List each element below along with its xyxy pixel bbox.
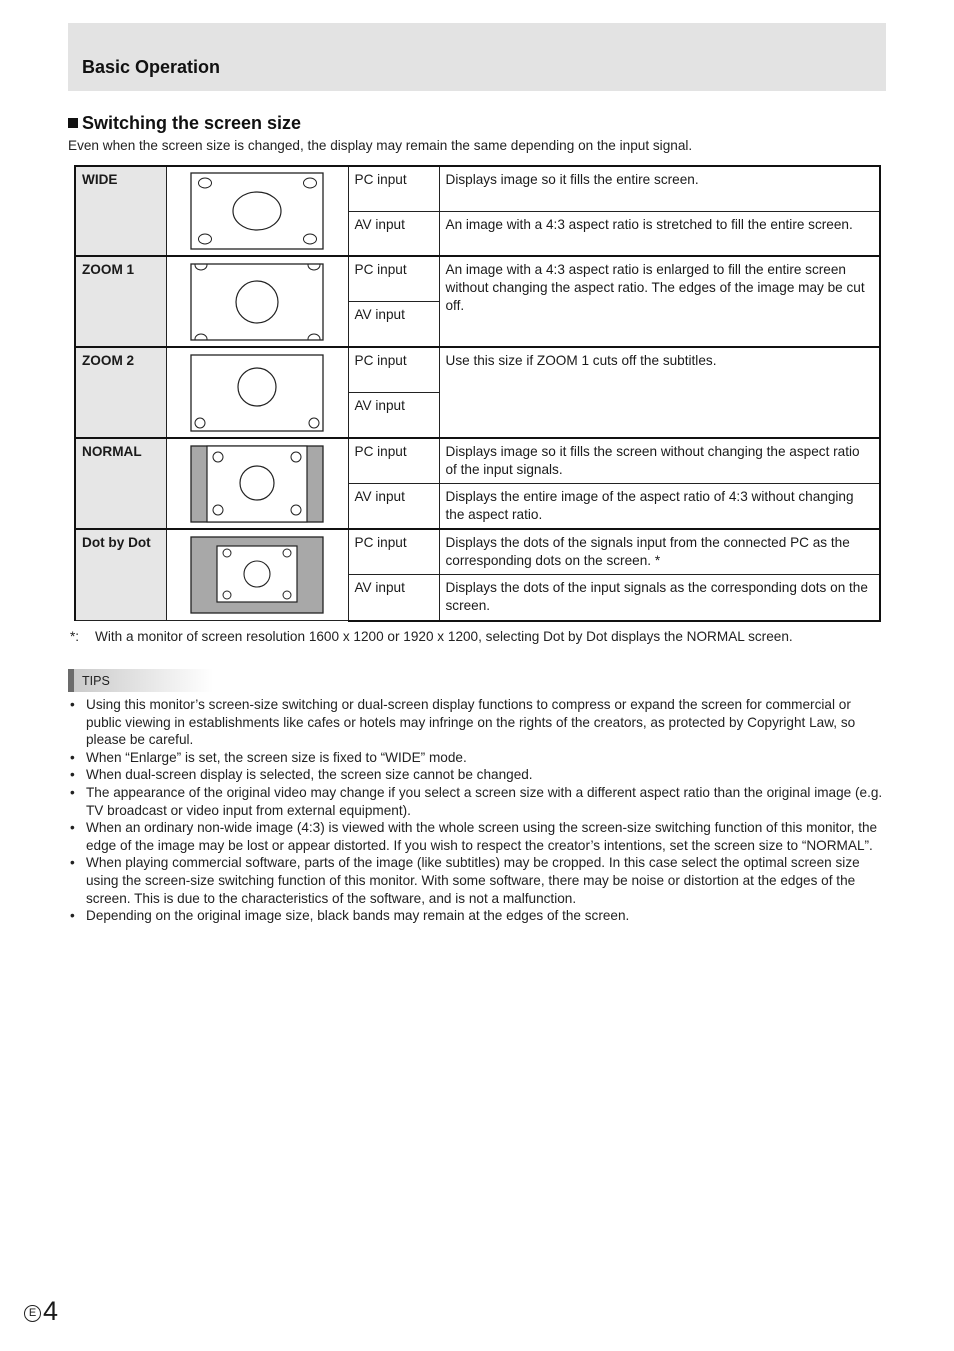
input-description: An image with a 4:3 aspect ratio is enlarged to fill the entire screen without changing the aspect ratio. The edges of the image may be cut off.: [439, 256, 880, 347]
list-item: • Using this monitor’s screen-size switching or dual-screen display functions to compress or expand the screen for commercial or public viewing in establishments like cafes or hotels may infringe on the rights of the creators, as protected by Copyright Law, so please be careful.: [70, 696, 886, 749]
language-letter: E: [24, 1305, 41, 1322]
list-item: • The appearance of the original video may change if you select a screen size with a different aspect ratio than the original image (e.g. TV broadcast or video input from external equipment).: [70, 784, 886, 819]
footnote: [70, 629, 793, 644]
table-row: [75, 347, 880, 392]
page-section-heading: Basic Operation: [82, 57, 221, 77]
pc-input-label: PC input: [348, 256, 439, 301]
zoom2-screen-icon: [166, 347, 348, 438]
list-item: • Depending on the original image size, black bands may remain at the edges of the screen.: [70, 907, 886, 925]
size-name-zoom2: ZOOM 2: [75, 347, 166, 438]
footnote-mark: *:: [70, 629, 80, 644]
tips-list: [70, 696, 886, 925]
tips-tag: [68, 669, 213, 692]
dot-by-dot-screen-icon: [166, 529, 348, 620]
size-name-dot-by-dot: Dot by Dot: [75, 529, 166, 620]
av-input-label: AV input: [348, 392, 439, 438]
list-item: • When an ordinary non-wide image (4:3) is viewed with the whole screen using the screen-size switching function of this monitor, the edge of the image may be lost or appear distorted. If you wish to respect the creator’s intentions, set the screen size to “NORMAL”.: [70, 819, 886, 854]
av-input-label: AV input: [348, 301, 439, 347]
table-row: [75, 529, 880, 574]
size-name-wide: WIDE: [75, 166, 166, 256]
size-name-normal: NORMAL: [75, 438, 166, 529]
table-row: [75, 166, 880, 211]
table-row: [75, 438, 880, 483]
section-intro: Even when the screen size is changed, the display may remain the same depending on the input signal.: [68, 138, 693, 153]
footnote-text: With a monitor of screen resolution 1600 x 1200 or 1920 x 1200, selecting Dot by Dot displays the NORMAL screen.: [95, 629, 793, 644]
table-row: [75, 256, 880, 301]
list-item: • When playing commercial software, parts of the image (like subtitles) may be cropped. In this case select the optimal screen size using the screen-size switching function of this monitor. With some software, there may be noise or distortion at the edges of the screen. This is due to the characteristics of the software, and is not a malfunction.: [70, 854, 886, 907]
tips-label: TIPS: [82, 674, 110, 688]
screen-size-table: [74, 165, 881, 622]
wide-screen-icon: [166, 166, 348, 256]
zoom1-screen-icon: [166, 256, 348, 347]
square-bullet-icon: [68, 118, 78, 128]
size-name-zoom1: ZOOM 1: [75, 256, 166, 347]
pc-input-description: Displays the dots of the signals input from the connected PC as the corresponding dots on the screen. *: [439, 529, 880, 574]
normal-screen-icon: [166, 438, 348, 529]
tips-bar: [68, 669, 74, 692]
pc-input-description: Displays image so it fills the screen without changing the aspect ratio of the input signals.: [439, 438, 880, 483]
header-band: [68, 23, 886, 91]
page-number: [24, 1296, 58, 1327]
list-item: • When “Enlarge” is set, the screen size is fixed to “WIDE” mode.: [70, 749, 886, 767]
pc-input-label: PC input: [348, 438, 439, 483]
av-input-description: Displays the dots of the input signals as the corresponding dots on the screen.: [439, 575, 880, 621]
section-title: [68, 113, 301, 134]
pc-input-label: PC input: [348, 529, 439, 574]
av-input-description: An image with a 4:3 aspect ratio is stretched to fill the entire screen.: [439, 211, 880, 256]
av-input-label: AV input: [348, 483, 439, 529]
av-input-description: Displays the entire image of the aspect ratio of 4:3 without changing the aspect ratio.: [439, 483, 880, 529]
av-input-label: AV input: [348, 575, 439, 621]
pc-input-label: PC input: [348, 166, 439, 211]
section-title-text: Switching the screen size: [82, 113, 302, 133]
input-description: Use this size if ZOOM 1 cuts off the subtitles.: [439, 347, 880, 438]
av-input-label: AV input: [348, 211, 439, 256]
page-number-value: 4: [43, 1296, 59, 1326]
pc-input-description: Displays image so it fills the entire screen.: [439, 166, 880, 211]
pc-input-label: PC input: [348, 347, 439, 392]
list-item: • When dual-screen display is selected, the screen size cannot be changed.: [70, 766, 886, 784]
